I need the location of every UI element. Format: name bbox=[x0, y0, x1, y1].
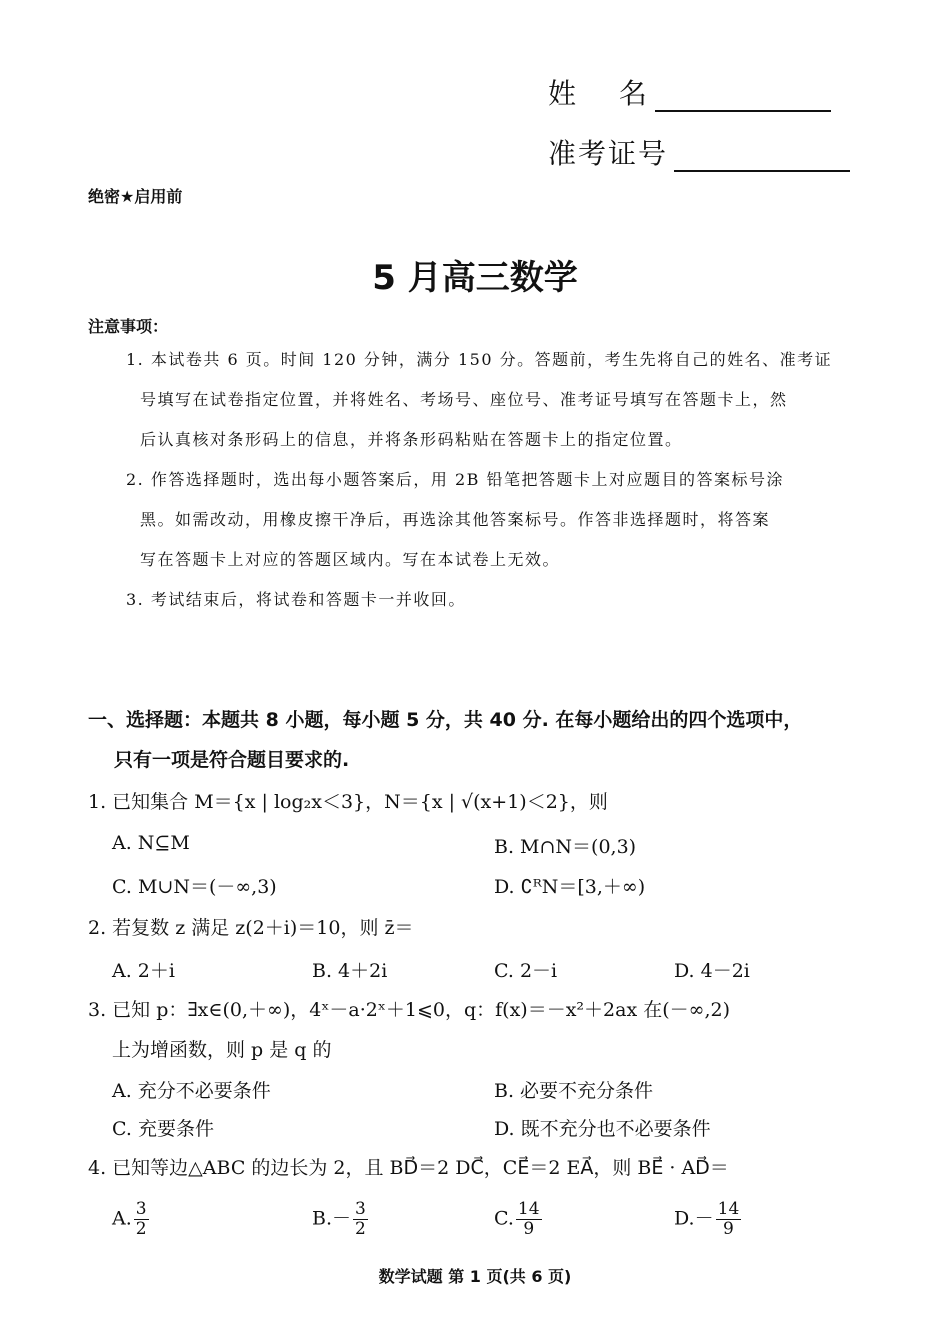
section-heading-line: 只有一项是符合题目要求的. bbox=[114, 749, 350, 771]
option-label: B. bbox=[312, 1207, 333, 1230]
fraction bbox=[353, 1200, 368, 1239]
fraction-numerator: 14 bbox=[717, 1199, 740, 1219]
note-item bbox=[100, 580, 860, 620]
question-2-option-c[interactable]: C. 2－i bbox=[494, 960, 558, 982]
option-sign: － bbox=[332, 1207, 352, 1230]
notes-list bbox=[100, 340, 860, 620]
question-3-stem bbox=[88, 990, 878, 1070]
note-line: 写在答题卡上对应的答题区域内。写在本试卷上无效。 bbox=[140, 550, 561, 569]
question-2-option-d[interactable]: D. 4－2i bbox=[674, 960, 750, 982]
question-3-option-d[interactable]: D. 既不充分也不必要条件 bbox=[494, 1118, 711, 1140]
question-4-stem: 4. 已知等边△ABC 的边长为 2，且 BD⃗＝2 DC⃗，CE⃗＝2 EA⃗，则 BE⃗ · AD⃗＝ bbox=[88, 1157, 729, 1179]
name-label: 姓 名 bbox=[548, 77, 649, 110]
question-2-option-a[interactable]: A. 2＋i bbox=[112, 960, 175, 982]
fraction bbox=[516, 1200, 542, 1239]
exam-id-label: 准考证号 bbox=[548, 137, 669, 170]
option-sign: － bbox=[694, 1207, 714, 1230]
question-1-option-c[interactable]: C. M∪N＝(－∞,3) bbox=[112, 876, 277, 898]
name-field-row bbox=[548, 72, 831, 112]
secret-mark: 绝密★启用前 bbox=[88, 187, 183, 206]
exam-id-field-row bbox=[548, 132, 850, 172]
exam-id-input-line[interactable] bbox=[674, 140, 850, 172]
question-4-option-a[interactable] bbox=[112, 1200, 151, 1239]
note-line: 黑。如需改动，用橡皮擦干净后，再选涂其他答案标号。作答非选择题时，将答案 bbox=[140, 510, 771, 529]
fraction-denominator: 9 bbox=[523, 1219, 535, 1239]
question-3-stem-line: 3. 已知 p：∃x∈(0,＋∞)，4ˣ－a·2ˣ＋1⩽0，q：f(x)＝－x²＋2ax 在(－∞,2) bbox=[88, 999, 731, 1021]
note-line: 3. 考试结束后，将试卷和答题卡一并收回。 bbox=[126, 590, 466, 609]
question-1-option-d[interactable]: D. ∁ᴿN＝[3,＋∞) bbox=[494, 876, 646, 898]
fraction bbox=[716, 1200, 742, 1239]
question-4-option-c[interactable] bbox=[494, 1200, 544, 1239]
note-item bbox=[100, 340, 860, 460]
note-line: 1. 本试卷共 6 页。时间 120 分钟，满分 150 分。答题前，考生先将自己的姓名、准考证 bbox=[126, 350, 833, 369]
option-label: C. bbox=[494, 1207, 514, 1230]
page-footer: 数学试题 第 1 页(共 6 页) bbox=[378, 1267, 572, 1286]
option-label: A. bbox=[112, 1207, 132, 1230]
fraction-numerator: 14 bbox=[517, 1199, 540, 1219]
question-4-option-b[interactable] bbox=[312, 1200, 370, 1239]
question-3-stem-line: 上为增函数，则 p 是 q 的 bbox=[112, 1039, 332, 1061]
question-1-option-a[interactable]: A. N⊆M bbox=[112, 832, 190, 854]
option-label: D. bbox=[674, 1207, 695, 1230]
question-2-option-b[interactable]: B. 4＋2i bbox=[312, 960, 388, 982]
name-input-line[interactable] bbox=[655, 80, 831, 112]
notes-heading: 注意事项： bbox=[88, 317, 169, 336]
question-2-stem: 2. 若复数 z 满足 z(2＋i)＝10，则 z̄＝ bbox=[88, 917, 414, 939]
note-line: 后认真核对条形码上的信息，并将条形码粘贴在答题卡上的指定位置。 bbox=[140, 430, 683, 449]
note-line: 号填写在试卷指定位置，并将姓名、考场号、座位号、准考证号填写在答题卡上，然 bbox=[140, 390, 788, 409]
fraction-numerator: 3 bbox=[355, 1199, 366, 1219]
fraction bbox=[134, 1200, 149, 1239]
note-item bbox=[100, 460, 860, 580]
fraction-denominator: 2 bbox=[135, 1219, 147, 1239]
question-4-option-d[interactable] bbox=[674, 1200, 743, 1239]
page-title: 5 月高三数学 bbox=[372, 258, 578, 298]
section-heading-line: 一、选择题：本题共 8 小题，每小题 5 分，共 40 分. 在每小题给出的四个选项中， bbox=[88, 709, 803, 731]
fraction-numerator: 3 bbox=[135, 1199, 147, 1219]
question-3-option-a[interactable]: A. 充分不必要条件 bbox=[112, 1080, 271, 1102]
question-1-stem: 1. 已知集合 M＝{x | log₂x＜3}，N＝{x | √(x+1)＜2}，则 bbox=[88, 791, 608, 813]
section-heading bbox=[88, 700, 868, 780]
note-line: 2. 作答选择题时，选出每小题答案后，用 2B 铅笔把答题卡上对应题目的答案标号涂 bbox=[126, 470, 784, 489]
question-1-option-b[interactable]: B. M∩N＝(0,3) bbox=[494, 836, 637, 858]
fraction-denominator: 9 bbox=[723, 1219, 734, 1239]
fraction-denominator: 2 bbox=[355, 1219, 366, 1239]
question-3-option-c[interactable]: C. 充要条件 bbox=[112, 1118, 214, 1140]
question-3-option-b[interactable]: B. 必要不充分条件 bbox=[494, 1080, 654, 1102]
